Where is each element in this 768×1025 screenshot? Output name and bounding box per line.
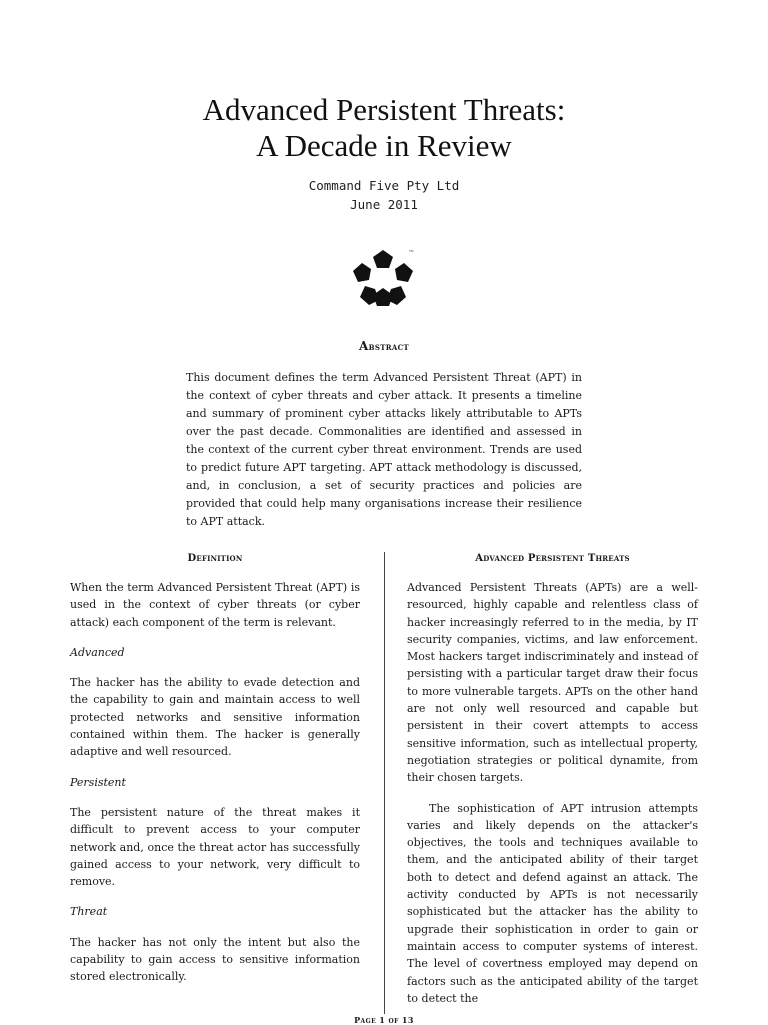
title-line-2: A Decade in Review <box>256 128 512 163</box>
abstract-heading: Abstract <box>359 339 409 353</box>
publish-date: June 2011 <box>350 197 418 212</box>
apt-paragraph-2: The sophistication of APT intrusion attempts varies and likely depends on the attacker's objectives, the tools and techniques available to them, and the anticipated ability of their target both to detect and defend against an attack. The activity conducted by APTs is not necessarily sophisticated but the attacker has the ability to upgrade their sophistication in order to gain or maintain access to computer systems of interest. The level of covertness employed may depend on factors such as the anticipated ability of the target to detect the <box>407 801 698 1005</box>
definition-column <box>70 552 360 999</box>
svg-text:TM: TM <box>409 249 414 253</box>
abstract-text: This document defines the term Advanced Persistent Threat (APT) in the context of cyber threats and cyber attack. It presents a timeline and summary of prominent cyber attacks likely attributable to APTs over the past decade. Commonalities are identified and assessed in the context of the current cyber threat environment. Trends are used to predict future APT targeting. APT attack methodology is discussed, and, in conclusion, a set of security practices and policies are provided that could help many organisations increase their resilience to APT attack. <box>186 371 582 528</box>
pentagon-cluster-logo-icon <box>349 246 417 310</box>
column-divider <box>384 552 385 1014</box>
threat-text: The hacker has not only the intent but also the capability to gain access to sensitive information stored electronically. <box>70 935 360 984</box>
title-line-1: Advanced Persistent Threats: <box>202 92 566 127</box>
document-meta <box>0 176 768 214</box>
definition-intro: When the term Advanced Persistent Threat (APT) is used in the context of cyber threats (or cyber attack) each component of the term is relevant. <box>70 581 360 629</box>
persistent-subheading: Persistent <box>70 775 126 789</box>
advanced-text: The hacker has the ability to evade detection and the capability to gain and maintain access to well protected networks and sensitive information contained within them. The hacker is generally adaptive and well resourced. <box>70 676 360 759</box>
page-number: Page 1 of 13 <box>354 1015 414 1025</box>
document-title <box>0 92 768 164</box>
apt-paragraph-1: Advanced Persistent Threats (APTs) are a well-resourced, highly capable and relentless class of hacker increasingly referred to in the media, by IT security companies, victims, and law enforcement. Most hackers target indiscriminately and instead of persisting with a particular target draw their focus to more vulnerable targets. APTs on the other hand are not only well resourced and capable but persistent in their covert attempts to access sensitive information, such as intellectual property, negotiation strategies or political dynamite, from their chosen targets. <box>407 581 698 785</box>
definition-heading: Definition <box>187 553 243 564</box>
threat-subheading: Threat <box>70 905 108 919</box>
apt-column <box>407 552 698 1020</box>
advanced-subheading: Advanced <box>70 645 125 659</box>
company-name: Command Five Pty Ltd <box>308 178 460 193</box>
apt-heading: Advanced Persistent Threats <box>475 553 630 564</box>
persistent-text: The persistent nature of the threat makes it difficult to prevent access to your computer network and, once the threat actor has successfully gained access to your network, very difficult to remove. <box>70 805 360 889</box>
